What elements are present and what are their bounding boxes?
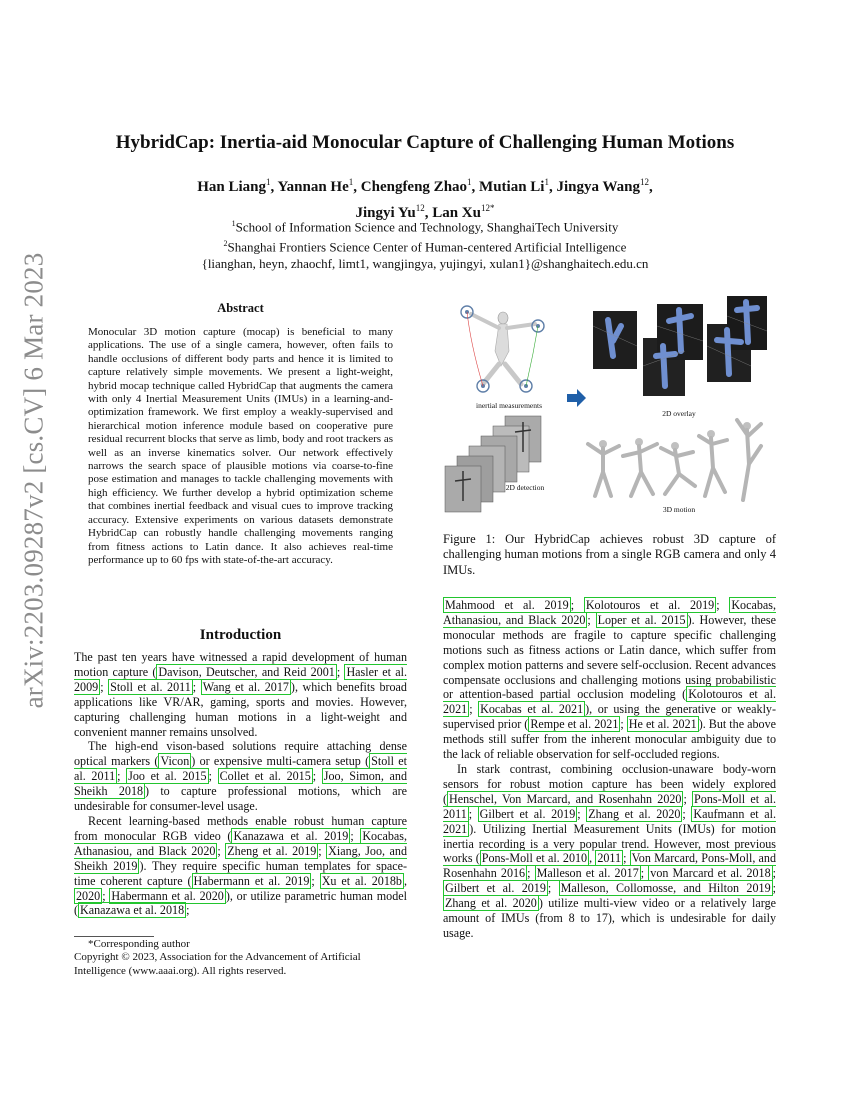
citation-link[interactable]: Mahmood et al. 2019 [445,598,569,612]
citation-link[interactable]: Von Marcard, Pons-Moll, and Rosenhahn 2016 [443,851,776,881]
text-run: In stark contrast, combining occlusion-unaware body-worn sensors for robust motion capture has been widely explored ( [443,761,776,806]
author-name: Lan Xu [432,205,481,221]
affil-marker: 2 [223,238,228,248]
citation-link[interactable]: Kanazawa et al. 2018 [80,903,185,918]
detection-frames [445,416,541,512]
introduction-body [74,650,407,918]
citation-link[interactable]: Gilbert et al. 2019 [479,806,576,821]
figure-label-inertial: inertial measurements [475,401,543,410]
footnote [74,938,407,978]
text-run: ; [683,791,693,806]
right-paragraph-1 [443,598,776,762]
text-run: ), or utilize parametric human model ( [74,888,407,918]
author-name: Yannan He [277,179,349,195]
citation-link[interactable]: Xiang, Joo, and Sheikh 2019 [74,843,407,873]
citation-link[interactable]: Rempe et al. 2021 [530,717,619,732]
overlay-frames [593,296,767,396]
author-affil: 1 [544,177,549,187]
motion-figures [588,420,761,500]
text-run: ; [682,806,692,821]
affiliations [80,216,770,272]
text-run: ; [547,881,559,896]
figure-label-motion: 3D motion [662,505,696,514]
citation-link[interactable]: Malleson et al. 2017 [536,866,639,881]
imu-dancer-illustration [461,306,544,392]
text-run: ; [336,664,345,679]
text-run: ; [527,866,535,881]
figure-1-graphic [443,296,776,518]
text-run: Recent learning-based methods enable robust human capture from monocular RGB video ( [74,813,407,843]
text-run: ; [577,806,587,821]
text-run: , [403,873,407,888]
text-run: ; [217,843,226,858]
citation-link[interactable]: Xu et al. 2018b [321,873,402,888]
text-run: ; [350,828,361,843]
citation-link[interactable]: Zhang et al. 2020 [445,896,537,911]
text-run: ) to capture professional motions, which are undesirable for consumer-level usage. [74,784,407,814]
author-affil: 1 [348,177,354,187]
text-run: ; [117,769,127,784]
author-name: Mutian Li [479,179,545,195]
text-run: ), which benefits broad applications like VR/AR, gaming, sports and movies. However, capturing challenging human motions in a light-weight and convenient manner remains unsolved. [74,679,407,739]
citation-link[interactable]: He et al. 2021 [628,717,697,732]
citation-link[interactable]: 2020 [76,888,101,903]
text-run: , [589,851,596,866]
figure-1 [443,296,776,518]
citation-link[interactable]: Gilbert et al. 2019 [445,881,546,896]
citation-link[interactable]: Hasler et al. 2009 [74,664,408,694]
text-run: ; [318,843,327,858]
citation-link[interactable]: Malleson, Collomosse, and Hilton 2019 [560,881,771,896]
text-run: ; [620,717,627,732]
text-run: ; [469,702,479,717]
citation-link[interactable]: Habermann et al. 2020 [111,888,224,903]
affiliation-1 [80,216,770,236]
abstract-text: Monocular 3D motion capture (mocap) is beneficial to many applications. The use of a single camera, however, often fails to handle occlusions of different body parts and hence it is limited to capture relatively simple movements. We present a light-weight, hybrid mocap technique called HybridCap that augments the camera with only 4 Inertial Measurement Units (IMUs) in a learning-and-optimization framework. We first employ a weakly-supervised and hierarchical motion inference module based on cooperative pure residual recurrent blocks that serve as limb, body and root trackers as well as an inverse kinematics solver. Our network effectively narrows the search space of plausible motions via coarse-to-fine pose estimation and manages to tackle challenging movements with high efficiency. We further develop a hybrid optimization scheme that combines inertial feedback and visual cues to improve tracking accuracy. Extensive experiments on various datasets demonstrate HybridCap can robustly handle challenging movements ranging from fitness actions to Latin dance. It also achieves real-time performance up to 60 fps with state-of-the-art accuracy. [88,326,393,566]
text-run: ; [772,881,776,896]
arrow-icon [567,389,586,407]
citation-link[interactable]: Pons-Moll et al. 2011 [443,791,776,821]
intro-paragraph-2 [74,739,407,814]
copyright-note: Copyright © 2023, Association for the Advancement of Artificial Intelligence (www.aaai.org). All rights reserved. [74,951,361,977]
paper-title: HybridCap: Inertia-aid Monocular Capture of Challenging Human Motions [115,132,735,153]
citation-link[interactable]: Habermann et al. 2019 [193,873,310,888]
text-run: ; [312,769,322,784]
figure-1-caption: Figure 1: Our HybridCap achieves robust 3D capture of challenging human motions from a single RGB camera and only 4 IMUs. [443,532,776,577]
citation-link[interactable]: Kocabas et al. 2021 [480,702,584,717]
affiliation-2 [80,236,770,256]
introduction-heading: Introduction [199,627,282,643]
footnote-divider [74,936,154,937]
text-run: ), or using the generative or weakly-supervised prior ( [443,702,776,732]
author-affil: 12 [640,177,649,187]
text-run: ; [570,598,584,612]
author-affil: 12 [415,203,425,213]
text-run: ; [640,866,649,881]
text-run: ; [468,806,478,821]
citation-link[interactable]: Davison, Deutscher, and Reid 2001 [158,664,335,679]
citation-link[interactable]: Joo, Simon, and Sheikh 2018 [74,769,407,799]
text-run: The high-end vison-based solutions require attaching dense optical markers ( [74,739,407,769]
citation-link[interactable]: Zhang et al. 2020 [588,806,681,821]
author-affil: 12* [480,203,495,213]
text-run: ; [587,612,596,627]
text-run: ; [102,888,110,903]
affil-text: School of Information Science and Technology, ShanghaiTech University [235,219,619,235]
citation-link[interactable]: Kaufmann et al. 2021 [443,806,776,836]
citation-link[interactable]: Stoll et al. 2011 [74,754,407,784]
citation-link[interactable]: Loper et al. 2015 [597,612,686,627]
author-name: Chengfeng Zhao [360,179,468,195]
figure-label-overlay: 2D overlay [662,409,696,418]
intro-paragraph-1 [74,650,407,739]
text-run: ). However, these monocular methods are fragile to capture specific challenging motions such as fitness actions or Latin dance, which suffer from complex motion patterns and severe self-occlusion. Recent advances compensate occlusions and challenging motions using probabilistic or attention-based partial occlusion modeling ( [443,612,777,702]
corresponding-author-note: *Corresponding author [88,938,190,950]
abstract-heading: Abstract [217,301,264,315]
citation-link[interactable]: Kanazawa et al. 2019 [233,828,349,843]
text-run: ) or expensive multi-camera setup ( [191,754,370,769]
citation-link[interactable]: Pons-Moll et al. 2010 [481,851,588,866]
text-run: ; [186,903,190,918]
right-paragraph-2 [443,762,776,941]
text-run: ). They require specific human templates for space-time coherent capture ( [74,858,407,888]
citation-link[interactable]: Kolotouros et al. 2019 [585,598,715,612]
citation-link[interactable]: Wang et al. 2017 [202,679,289,694]
citation-link[interactable]: Joo et al. 2015 [128,769,207,784]
citation-link[interactable]: Zheng et al. 2019 [227,843,317,858]
text-run: ). But the above methods still suffer from the inherent monocular ambiguity due to the lack of reliable observation for self-occluded regions. [443,717,776,762]
citation-link[interactable]: Collet et al. 2015 [219,769,311,784]
text-run: ; [208,769,218,784]
text-run: ) utilize multi-view video or a relatively large amount of IMUs (from 8 to 17), which is undesirable for daily usage. [443,896,776,940]
arxiv-side-stamp [14,252,54,708]
text-run: ; [192,679,201,694]
text-run: ; [716,598,730,612]
text-run: ; [100,679,109,694]
author-line-1: Han Liang$^1$, Yannan He$^1$, Chengfeng Zhao$^1$, Mutian Li$^1$, Jingya Wang$^{12}$, [197,177,653,195]
citation-link[interactable]: Stoll et al. 2011 [110,679,191,694]
intro-paragraph-3 [74,814,407,918]
author-name: Jingya Wang [556,179,640,195]
text-run: ). Utilizing Inertial Measurement Units (IMUs) for motion inertia recording is a very popular trend. However, most previous works ( [443,821,776,866]
author-emails: {lianghan, heyn, zhaochf, limt1, wangjingya, yujingyi, xulan1}@shanghaitech.edu.cn [201,255,649,271]
arxiv-identifier: arXiv:2203.09287v2 [cs.CV] 6 Mar 2023 [18,252,49,708]
author-affil: 1 [467,177,472,187]
affil-marker: 1 [231,219,236,228]
author-name: Jingyi Yu [355,205,416,221]
citation-link[interactable]: Vicon [160,754,190,769]
citation-link[interactable]: Henschel, Von Marcard, and Rosenhahn 2020 [449,791,682,806]
text-run: The past ten years have witnessed a rapid development of human motion capture ( [74,650,407,679]
author-name: Han Liang [197,179,267,195]
text-run: ; [623,851,630,866]
right-column-body [443,598,776,941]
text-run: ; [772,866,777,881]
figure-label-detection: 2D detection [505,483,545,492]
citation-link[interactable]: 2011 [597,851,622,866]
citation-link[interactable]: Kocabas, Athanasiou, and Black 2020 [443,598,776,627]
citation-link[interactable]: Kocabas, Athanasiou, and Black 2020 [74,828,407,858]
affil-text: Shanghai Frontiers Science Center of Human-centered Artificial Intelligence [227,239,627,255]
author-affil: 1 [266,177,271,187]
author-line-2: Jingyi Yu$^{12}$, Lan $Xu^{12*}$ [355,203,495,221]
text-run: ; [311,873,320,888]
citation-link[interactable]: von Marcard et al. 2018 [650,866,771,881]
citation-link[interactable]: Kolotouros et al. 2021 [443,687,776,717]
